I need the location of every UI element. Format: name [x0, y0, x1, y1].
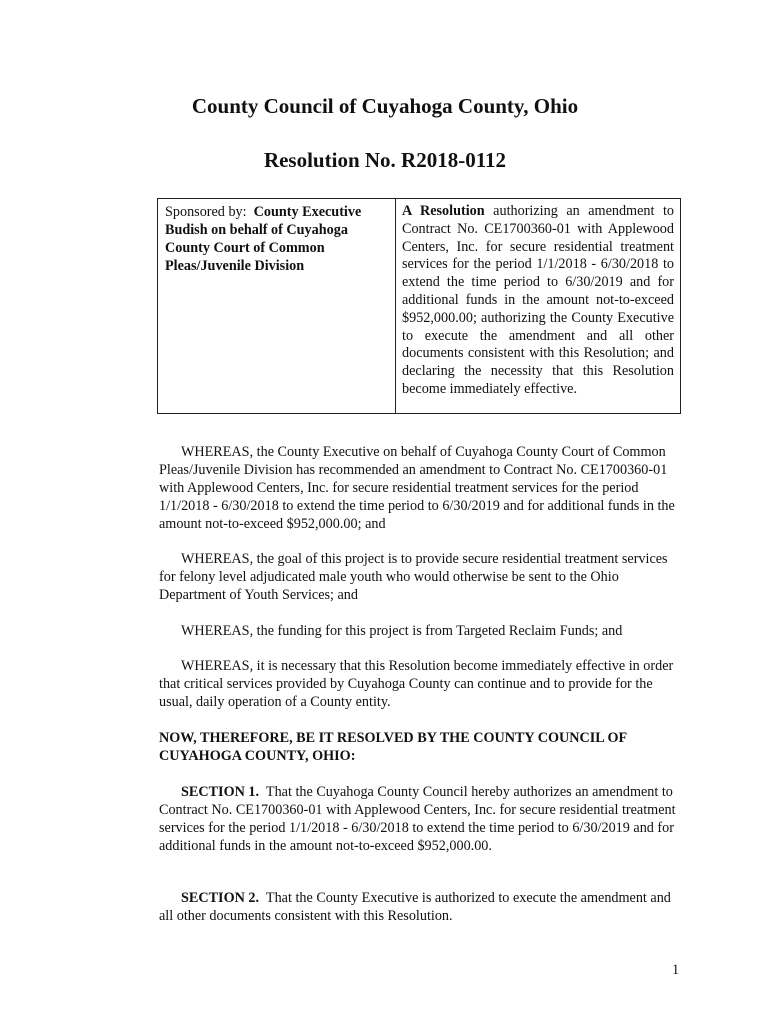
- sponsor-label: Sponsored by:: [165, 204, 247, 220]
- sponsor-cell: [158, 199, 396, 413]
- page-number: 1: [672, 962, 680, 978]
- whereas-paragraph-2: WHEREAS, the goal of this project is to provide secure residential treatment services for felony level adjudicated male youth who would otherwise be sent to the Ohio Department of Youth Services; and: [159, 551, 668, 603]
- whereas-paragraph-3: WHEREAS, the funding for this project is from Targeted Reclaim Funds; and: [181, 623, 623, 639]
- section-1-text: That the Cuyahoga County Council hereby authorizes an amendment to Contract No. CE1700360-01 with Applewood Centers, Inc. for secure residential treatment services for the period 1/1/2018 - 6/30/2018 to extend the time period to 6/30/2019 and for additional funds in the amount not-to-exceed $952,000.00.: [159, 784, 676, 854]
- sponsor-name: County Executive Budish on behalf of Cuyahoga County Court of Common Pleas/Juvenile Division: [165, 204, 362, 274]
- document-title: County Council of Cuyahoga County, Ohio: [191, 94, 579, 118]
- whereas-paragraph-4: WHEREAS, it is necessary that this Resolution become immediately effective in order that critical services provided by Cuyahoga County can continue and to provide for the usual, daily operation of a County entity.: [159, 658, 674, 710]
- summary-text: authorizing an amendment to Contract No. CE1700360-01 with Applewood Centers, Inc. for secure residential treatment services for the period 1/1/2018 - 6/30/2018 to extend the time period to 6/30/2019 and for additional funds in the amount not-to-exceed $952,000.00; authorizing the County Executive to execute the amendment and all other documents consistent with this Resolution; and declaring the necessity that this Resolution become immediately effective.: [402, 203, 674, 397]
- resolution-number: Resolution No. R2018-0112: [263, 148, 507, 172]
- summary-lead: A Resolution: [402, 203, 485, 219]
- resolved-heading: NOW, THEREFORE, BE IT RESOLVED BY THE COUNTY COUNCIL OF CUYAHOGA COUNTY, OHIO:: [159, 730, 627, 764]
- summary-table: [157, 198, 681, 414]
- resolution-summary-cell: [396, 199, 680, 413]
- section-1-paragraph: [159, 783, 681, 855]
- section-2-paragraph: [159, 889, 681, 925]
- section-2-text: That the County Executive is authorized to execute the amendment and all other documents consistent with this Resolution.: [159, 890, 671, 924]
- section-1-label: SECTION 1.: [181, 784, 260, 800]
- section-2-label: SECTION 2.: [181, 890, 260, 906]
- whereas-paragraph-1: WHEREAS, the County Executive on behalf of Cuyahoga County Court of Common Pleas/Juvenile Division has recommended an amendment to Contract No. CE1700360-01 with Applewood Centers, Inc. for secure residential treatment services for the period 1/1/2018 - 6/30/2018 to extend the time period to 6/30/2019 and for additional funds in the amount not-to-exceed $952,000.00; and: [159, 444, 675, 532]
